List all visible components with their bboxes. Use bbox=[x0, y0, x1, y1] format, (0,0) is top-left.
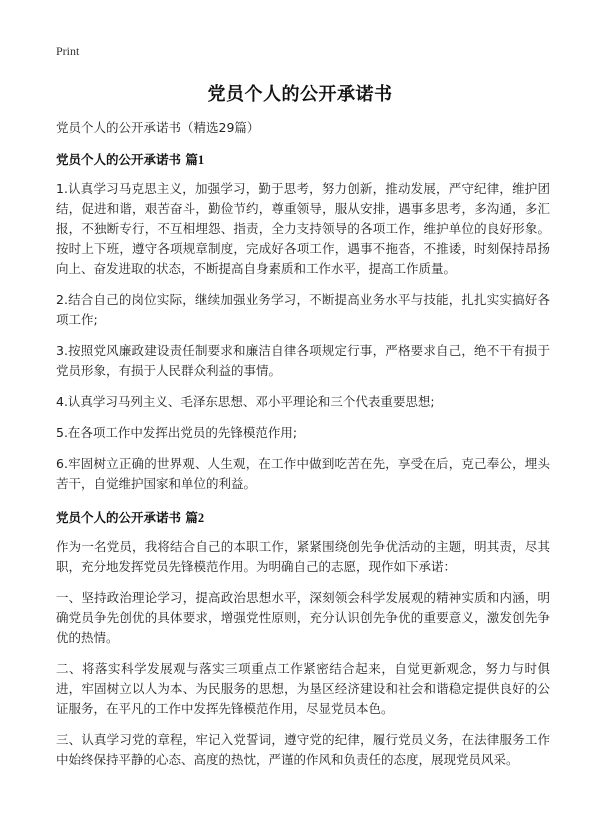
page-title: 党员个人的公开承诺书 bbox=[207, 84, 393, 105]
section-heading: 党员个人的公开承诺书 篇1 bbox=[56, 152, 205, 167]
paragraph: 5.在各项工作中发挥出党员的先锋模范作用; bbox=[56, 425, 298, 440]
section-1 bbox=[56, 150, 550, 494]
paragraph: 4.认真学习马列主义、毛泽东思想、邓小平理论和三个代表重要思想; bbox=[56, 394, 435, 409]
paragraph: 作为一名党员，我将结合自己的本职工作，紧紧围绕创先争优活动的主题，明其责，尽其职，充分地发挥党员先锋模范作用。为明确自己的志愿，现作如下承诺： bbox=[56, 539, 550, 574]
print-link[interactable]: Print bbox=[56, 44, 80, 58]
paragraph: 3.按照党风廉政建设责任制要求和廉洁自律各项规定行事，严格要求自己，绝不干有损于党员形象，有损于人民群众利益的事情。 bbox=[56, 343, 550, 378]
paragraph: 6.牢固树立正确的世界观、人生观，在工作中做到吃苦在先，享受在后，克己奉公，埋头苦干，自觉维护国家和单位的利益。 bbox=[56, 456, 550, 491]
document-body bbox=[56, 118, 550, 784]
paragraph: 三、认真学习党的章程，牢记入党誓词，遵守党的纪律，履行党员义务，在法律服务工作中始终保持平静的心态、高度的热忱，严谨的作风和负责任的态度，展现党员风采。 bbox=[56, 732, 550, 767]
paragraph: 2.结合自己的岗位实际，继续加强业务学习，不断提高业务水平与技能，扎扎实实搞好各项工作; bbox=[56, 292, 550, 327]
document-subtitle: 党员个人的公开承诺书（精选29篇） bbox=[56, 120, 260, 135]
section-heading: 党员个人的公开承诺书 篇2 bbox=[56, 510, 205, 525]
paragraph: 二、将落实科学发展观与落实三项重点工作紧密结合起来，自觉更新观念，努力与时俱进，牢固树立以人为本、为民服务的思想，为垦区经济建设和社会和谐稳定提供良好的公证服务，在平凡的工作中发挥先锋模范作用，尽显党员本色。 bbox=[56, 661, 550, 716]
paragraph: 一、坚持政治理论学习，提高政治思想水平，深刻领会科学发展观的精神实质和内涵，明确党员争先创优的具体要求，增强党性原则，充分认识创先争优的重要意义，激发创先争优的热情。 bbox=[56, 590, 550, 645]
paragraph: 1.认真学习马克思主义，加强学习，勤于思考，努力创新，推动发展，严守纪律，维护团结，促进和谐，艰苦奋斗，勤俭节约，尊重领导，服从安排，遇事多思考，多沟通，多汇报，不独断专行，不互相埋怨、指责，全力支持领导的各项工作，维护单位的良好形象。按时上下班，遵守各项规章制度，完成好各项工作，遇事不拖沓，不推诿，时刻保持昂扬向上、奋发进取的状态，不断提高自身素质和工作水平，提高工作质量。 bbox=[56, 181, 550, 276]
section-2 bbox=[56, 508, 550, 770]
